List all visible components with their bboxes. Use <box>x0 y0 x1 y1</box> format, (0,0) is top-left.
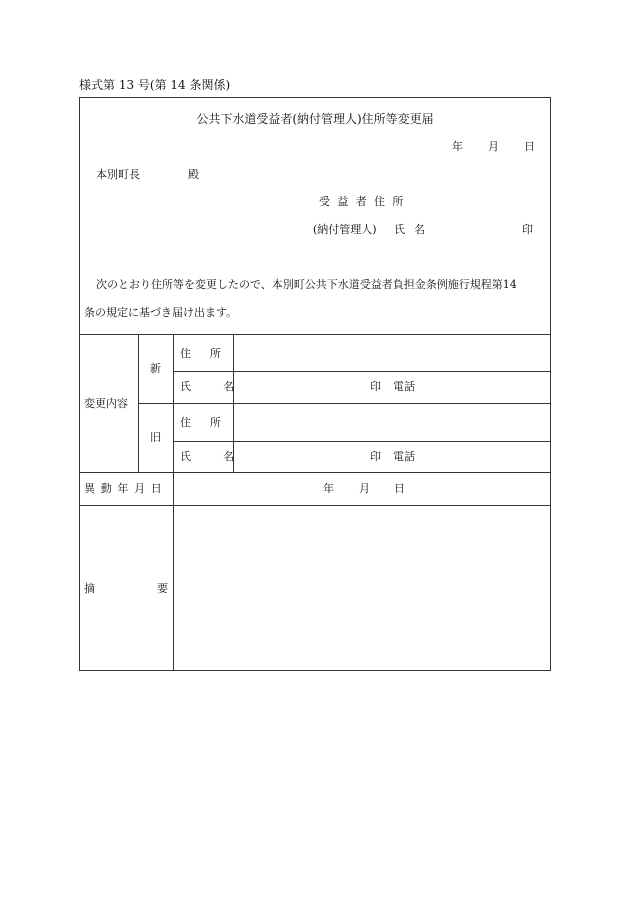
divider-vert-label <box>138 334 139 472</box>
new-phone-label: 電話 <box>393 380 415 393</box>
applicant-address-label: 受 益 者 住 所 <box>319 195 404 208</box>
applicant-name-label: 氏 名 <box>394 223 425 236</box>
new-label: 新 <box>150 362 161 375</box>
old-seal: 印 <box>370 450 381 463</box>
divider-date-end <box>79 505 551 506</box>
new-seal: 印 <box>370 380 381 393</box>
divider-old-row <box>173 441 551 442</box>
old-address-label: 住 所 <box>180 416 221 429</box>
divider-new-old <box>138 403 551 404</box>
old-name-label: 氏 名 <box>180 450 235 463</box>
date-day: 日 <box>524 140 535 153</box>
summary-label-b: 要 <box>157 582 168 595</box>
form-title: 公共下水道受益者(納付管理人)住所等変更届 <box>196 112 434 126</box>
date-month: 月 <box>488 140 499 153</box>
addressee-name: 本別町長 <box>96 168 140 181</box>
transfer-day: 日 <box>394 482 405 495</box>
old-phone-label: 電話 <box>393 450 415 463</box>
new-name-label: 氏 名 <box>180 380 235 393</box>
change-section-label: 変更内容 <box>84 397 128 410</box>
applicant-name-prefix: (納付管理人) <box>313 223 377 236</box>
divider-change-end <box>79 472 551 473</box>
divider-header <box>79 334 551 335</box>
old-label: 旧 <box>150 431 161 444</box>
body-line-2: 条の規定に基づき届け出ます。 <box>84 306 238 319</box>
divider-new-row <box>173 371 551 372</box>
form-frame <box>79 97 551 671</box>
applicant-seal: 印 <box>522 223 533 236</box>
transfer-date-label: 異 動 年 月 日 <box>84 482 162 495</box>
summary-label-a: 摘 <box>84 582 95 595</box>
transfer-month: 月 <box>359 482 370 495</box>
date-year: 年 <box>452 140 463 153</box>
transfer-year: 年 <box>323 482 334 495</box>
body-line-1: 次のとおり住所等を変更したので、本別町公共下水道受益者負担金条例施行規程第14 <box>96 278 517 291</box>
divider-vert-main <box>173 334 174 671</box>
addressee-honorific: 殿 <box>188 168 199 181</box>
new-address-label: 住 所 <box>180 347 221 360</box>
form-number: 様式第 13 号(第 14 条関係) <box>79 78 231 92</box>
